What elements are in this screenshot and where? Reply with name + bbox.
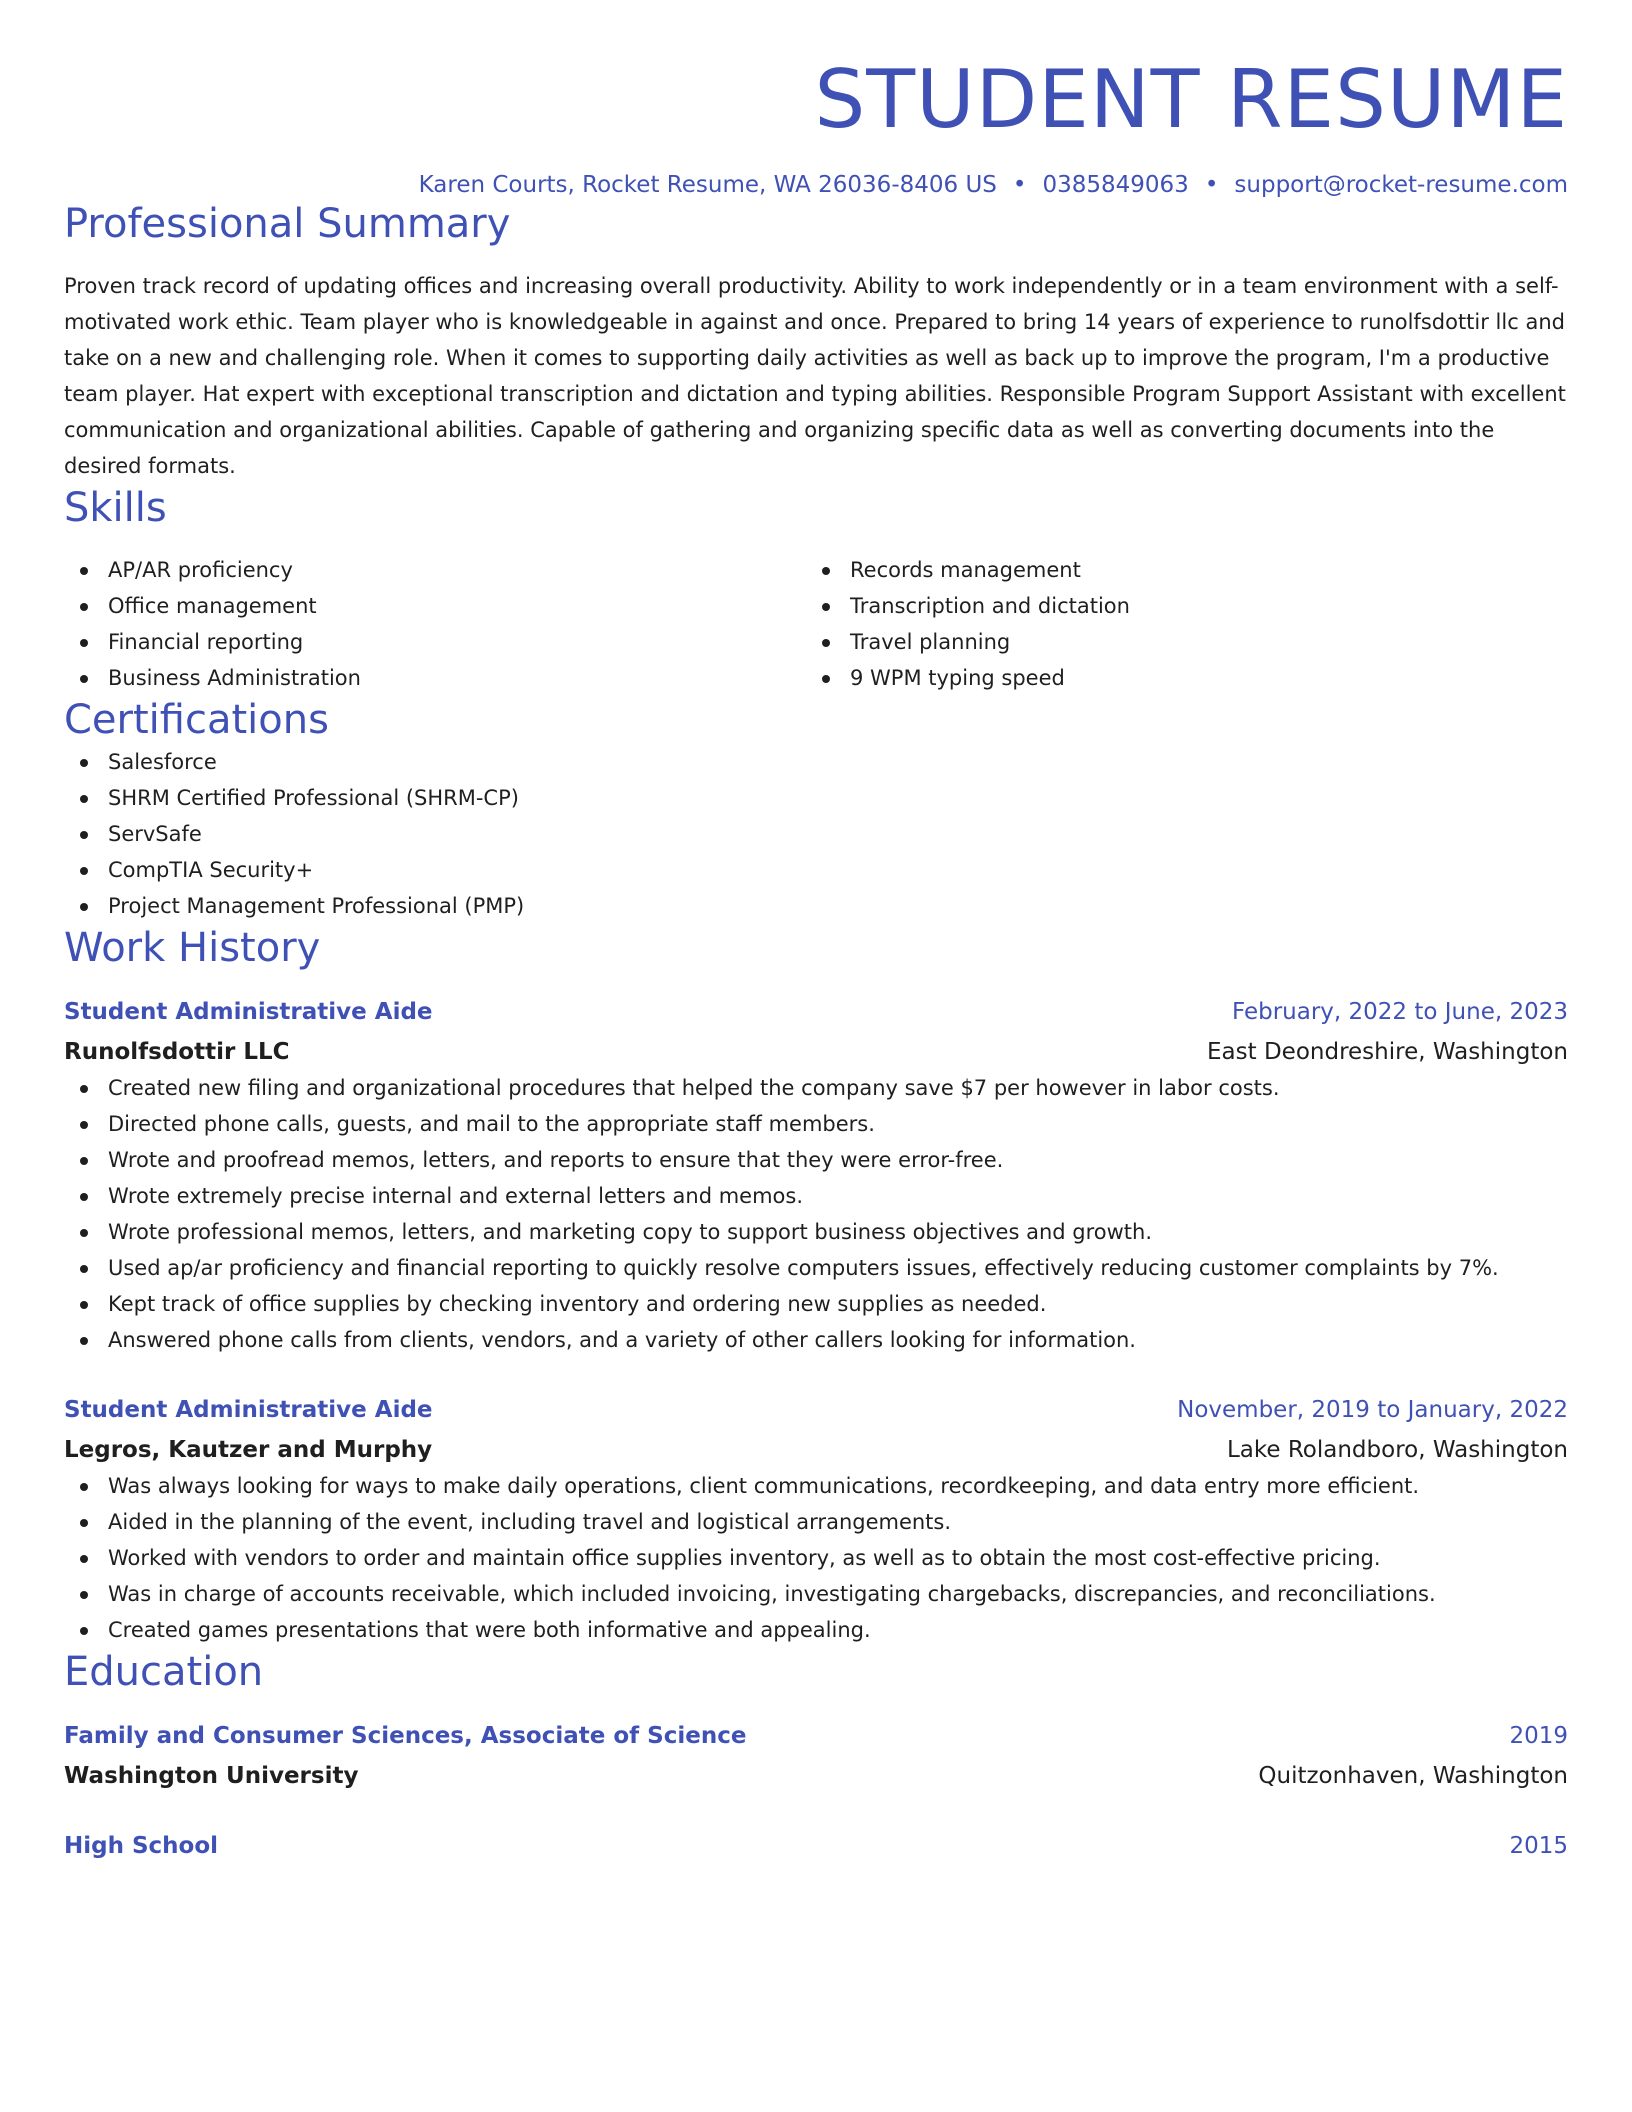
education-location: Quitzonhaven, Washington — [1258, 1762, 1568, 1789]
education-header-row — [64, 1718, 1568, 1754]
job-dates: November, 2019 to January, 2022 — [1177, 1396, 1568, 1423]
job-bullet: Created new filing and organizational procedures that helped the company save $7 per however in labor costs. — [64, 1070, 1568, 1106]
skills-right-column — [806, 552, 1548, 696]
job-bullets — [64, 1468, 1568, 1648]
job-entry — [64, 1392, 1568, 1648]
certification-item: Project Management Professional (PMP) — [64, 888, 1568, 924]
job-company-row — [64, 1428, 1568, 1468]
contact-phone: 0385849063 — [1042, 172, 1189, 198]
certification-item: Salesforce — [64, 744, 1568, 780]
education-degree: Family and Consumer Sciences, Associate of Science — [64, 1722, 747, 1749]
skill-item: AP/AR proficiency — [64, 552, 806, 588]
skill-item: Financial reporting — [64, 624, 806, 660]
job-dates: February, 2022 to June, 2023 — [1231, 998, 1568, 1025]
education-entry — [64, 1828, 1568, 1864]
resume-title: STUDENT RESUME — [814, 53, 1568, 146]
job-bullet: Wrote extremely precise internal and external letters and memos. — [64, 1178, 1568, 1214]
skill-item: Business Administration — [64, 660, 806, 696]
skills-heading: Skills — [64, 484, 167, 531]
certifications-heading: Certifications — [64, 696, 329, 743]
skills-right-list — [806, 552, 1548, 696]
job-bullet: Worked with vendors to order and maintain office supplies inventory, as well as to obtain the most cost-effective pricing. — [64, 1540, 1568, 1576]
contact-separator: • — [1204, 172, 1219, 198]
contact-email[interactable]: support@rocket-resume.com — [1234, 172, 1568, 198]
job-company-row — [64, 1030, 1568, 1070]
education-school: Washington University — [64, 1762, 359, 1789]
skill-item: Office management — [64, 588, 806, 624]
job-bullet: Created games presentations that were both informative and appealing. — [64, 1612, 1568, 1648]
education-year: 2015 — [1509, 1832, 1568, 1859]
skill-item: Travel planning — [806, 624, 1548, 660]
education-degree: High School — [64, 1832, 219, 1859]
certification-item: CompTIA Security+ — [64, 852, 1568, 888]
education-year: 2019 — [1509, 1722, 1568, 1749]
job-header-row — [64, 1392, 1568, 1428]
job-company: Legros, Kautzer and Murphy — [64, 1436, 433, 1463]
skill-item: Transcription and dictation — [806, 588, 1548, 624]
job-bullet: Was always looking for ways to make daily operations, client communications, recordkeeping, and data entry more efficient. — [64, 1468, 1568, 1504]
job-title: Student Administrative Aide — [64, 1396, 433, 1423]
skills-columns — [64, 552, 1568, 696]
job-location: East Deondreshire, Washington — [1207, 1038, 1568, 1065]
summary-text: Proven track record of updating offices and increasing overall productivity. Ability to work independently or in a team environment with a self-motivated work ethic. Team player who is knowledgeable in against and once. Prepared to bring 14 years of experience to runolfsdottir llc and take on a new and challenging role. When it comes to supporting daily activities as well as back up to improve the program, I'm a productive team player. Hat expert with exceptional transcription and dictation and typing abilities. Responsible Program Support Assistant with excellent communication and organizational abilities. Capable of gathering and organizing specific data as well as converting documents into the desired formats. — [64, 273, 1566, 478]
job-title: Student Administrative Aide — [64, 998, 433, 1025]
job-company: Runolfsdottir LLC — [64, 1038, 290, 1065]
education-school-row — [64, 1754, 1568, 1794]
skills-left-column — [64, 552, 806, 696]
skills-left-list — [64, 552, 806, 696]
job-bullet: Used ap/ar proficiency and financial reporting to quickly resolve computers issues, effectively reducing customer complaints by 7%. — [64, 1250, 1568, 1286]
contact-line — [64, 172, 1568, 200]
job-bullets — [64, 1070, 1568, 1358]
job-bullet: Kept track of office supplies by checking inventory and ordering new supplies as needed. — [64, 1286, 1568, 1322]
education-entry — [64, 1718, 1568, 1794]
job-bullet: Wrote and proofread memos, letters, and reports to ensure that they were error-free. — [64, 1142, 1568, 1178]
skill-item: Records management — [806, 552, 1548, 588]
certifications-list — [64, 744, 1568, 924]
summary-heading: Professional Summary — [64, 200, 511, 247]
certification-item: ServSafe — [64, 816, 1568, 852]
contact-address: Karen Courts, Rocket Resume, WA 26036-8406 US — [418, 172, 997, 198]
education-heading: Education — [64, 1648, 264, 1695]
job-location: Lake Rolandboro, Washington — [1226, 1436, 1568, 1463]
contact-separator: • — [1012, 172, 1027, 198]
job-bullet: Wrote professional memos, letters, and marketing copy to support business objectives and growth. — [64, 1214, 1568, 1250]
work-history-heading: Work History — [64, 924, 321, 971]
skill-item: 9 WPM typing speed — [806, 660, 1548, 696]
job-bullet: Answered phone calls from clients, vendors, and a variety of other callers looking for information. — [64, 1322, 1568, 1358]
job-bullet: Aided in the planning of the event, including travel and logistical arrangements. — [64, 1504, 1568, 1540]
job-header-row — [64, 994, 1568, 1030]
job-bullet: Was in charge of accounts receivable, which included invoicing, investigating chargebacks, discrepancies, and reconciliations. — [64, 1576, 1568, 1612]
job-entry — [64, 994, 1568, 1358]
education-header-row — [64, 1828, 1568, 1864]
certification-item: SHRM Certified Professional (SHRM-CP) — [64, 780, 1568, 816]
job-bullet: Directed phone calls, guests, and mail to the appropriate staff members. — [64, 1106, 1568, 1142]
